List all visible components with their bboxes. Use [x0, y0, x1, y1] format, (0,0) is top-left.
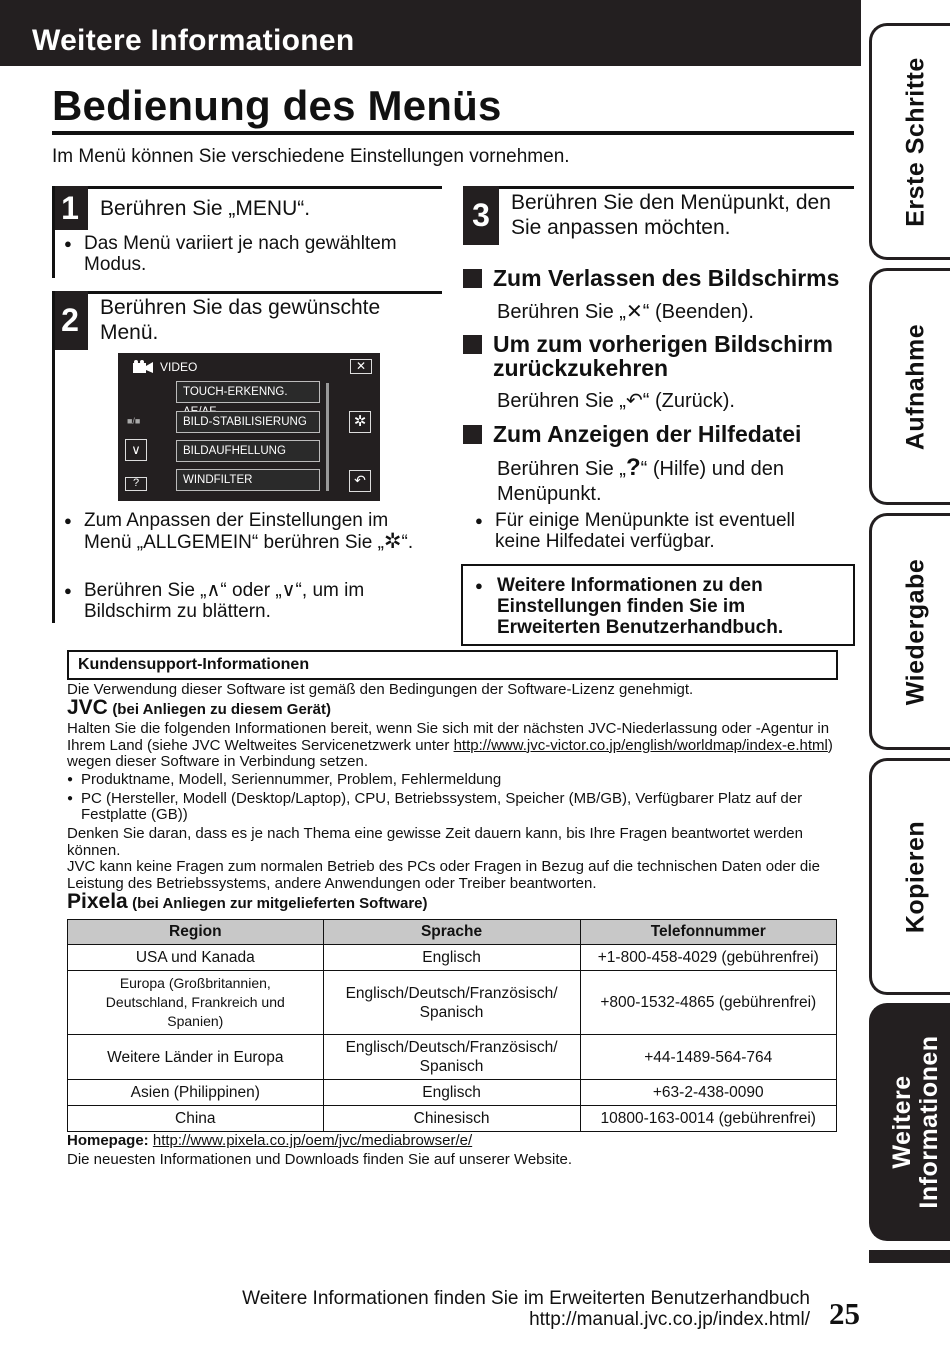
title-divider — [52, 131, 854, 135]
info-box-text: ● Weitere Informationen zu den Einstellungen finden Sie im Erweiterten Benutzerhandbuch. — [475, 575, 845, 638]
step-1-side-bar — [52, 186, 55, 278]
menu-scrollbar[interactable] — [326, 383, 329, 491]
jvc-contact-text: Halten Sie die folgenden Informationen bereit, wenn Sie sich mit der nächsten JVC-Niederlassung oder -Agentur in Ihrem Land (siehe JVC Weltweites Servicenetzwerk unter http://www.jvc-victor.co.jp/english/worldmap/index-e.html) wegen dieser Software in Verbindung setzen. — [67, 720, 833, 770]
menu-item-brightness[interactable]: BILDAUFHELLUNG — [176, 440, 320, 462]
help-icon: ? — [625, 454, 641, 481]
table-row — [68, 1080, 837, 1106]
menu-screenshot — [118, 353, 380, 501]
table-cell: USA und Kanada — [68, 945, 324, 971]
homepage-note: Die neuesten Informationen und Downloads finden Sie auf unserer Website. — [67, 1151, 573, 1168]
section-back-heading: Um zum vorherigen Bildschirm zurückzukehren — [463, 332, 833, 380]
tab-label: Wiedergabe — [901, 558, 929, 705]
section-exit-body: Berühren Sie „✕“ (Beenden). — [497, 301, 754, 323]
table-cell: Englisch — [323, 1080, 580, 1106]
table-cell: +63-2-438-0090 — [580, 1080, 837, 1106]
tab-weitere-informationen[interactable] — [869, 1003, 950, 1241]
homepage-line: Homepage: http://www.pixela.co.jp/oem/jvc/mediabrowser/e/ — [67, 1132, 473, 1149]
license-text: Die Verwendung dieser Software ist gemäß den Bedingungen der Software-Lizenz genehmigt. — [67, 681, 694, 698]
gear-icon[interactable]: ✲ — [349, 411, 371, 433]
footer-note: Weitere Informationen finden Sie im Erweiterten Benutzerhandbuch http://manual.jvc.co.jp/index.html/ — [242, 1288, 810, 1330]
back-icon[interactable]: ↶ — [349, 470, 371, 492]
section-help-note: ● Für einige Menüpunkte ist eventuell keine Hilfedatei verfügbar. — [475, 510, 845, 552]
tab-label: Aufnahme — [901, 323, 929, 450]
support-bullet-pc: ● PC (Hersteller, Modell (Desktop/Laptop), CPU, Betriebssystem, Speicher (MB/GB), Verfügbarer Platz auf der Festplatte (GB)) — [67, 791, 807, 823]
menu-item-touch[interactable]: TOUCH-ERKENNG. — [176, 381, 320, 403]
tab-label: Erste Schritte — [901, 56, 929, 227]
table-row — [68, 945, 837, 971]
support-bullet-product: ● Produktname, Modell, Seriennummer, Problem, Fehlermeldung — [67, 772, 837, 788]
table-cell: Asien (Philippinen) — [68, 1080, 324, 1106]
table-cell: Englisch — [323, 945, 580, 971]
pixela-note: (bei Anliegen zur mitgelieferten Software) — [132, 895, 428, 912]
support-title-box — [67, 650, 838, 680]
section-exit-heading: Zum Verlassen des Bildschirms — [463, 266, 839, 290]
step-2-rule — [52, 291, 442, 294]
jvc-brand-line — [67, 696, 331, 720]
table-row — [68, 971, 837, 1035]
section-title: Weitere Informationen — [32, 24, 355, 57]
support-title: Kundensupport-Informationen — [78, 656, 310, 673]
info-box — [461, 564, 855, 646]
tab-erste-schritte[interactable] — [869, 23, 950, 260]
step-2-side-bar — [52, 291, 55, 623]
table-cell: Englisch/Deutsch/Französisch/ Spanisch — [323, 1035, 580, 1080]
menu-item-stabilization[interactable]: BILD-STABILISIERUNG — [176, 411, 320, 433]
tab-indicator-bar — [869, 1250, 950, 1263]
section-help-heading: Zum Anzeigen der Hilfedatei — [463, 422, 801, 446]
menu-mode-label: VIDEO — [160, 360, 198, 374]
jvc-brand: JVC — [67, 696, 108, 719]
step-1-note: ● Das Menü variiert je nach gewähltem Modus. — [64, 233, 434, 275]
step-3-number: 3 — [463, 186, 499, 245]
tab-label: Kopieren — [901, 820, 929, 933]
step-3-text: Berühren Sie den Menüpunkt, den Sie anpassen möchten. — [511, 191, 831, 239]
step-1-text: Berühren Sie „MENU“. — [100, 197, 311, 220]
table-cell: China — [68, 1106, 324, 1132]
step-2-note-scroll: ● Berühren Sie „∧“ oder „∨“, um im Bildschirm zu blättern. — [64, 580, 434, 622]
column-header: Region — [68, 920, 324, 945]
contact-table — [67, 919, 837, 1132]
section-help-body: Berühren Sie „?“ (Hilfe) und den Menüpunkt. — [497, 454, 785, 505]
close-icon[interactable]: ✕ — [350, 359, 372, 374]
step-2-text: Berühren Sie das gewünschte Menü. — [100, 296, 381, 344]
table-row — [68, 1106, 837, 1132]
step-1-rule — [52, 186, 442, 189]
pixela-brand-line — [67, 890, 428, 914]
column-header: Telefonnummer — [580, 920, 837, 945]
jvc-note: (bei Anliegen zu diesem Gerät) — [112, 701, 331, 718]
back-icon: ↶ — [625, 390, 643, 412]
intro-text: Im Menü können Sie verschiedene Einstellungen vornehmen. — [52, 146, 570, 167]
support-disclaimer: JVC kann keine Fragen zum normalen Betrieb des PCs oder Fragen in Bezug auf die technischen Daten oder die Leistung des Betriebssystems, andere Anwendungen oder Treiber beantworten. — [67, 858, 820, 892]
table-cell: +800-1532-4865 (gebührenfrei) — [580, 971, 837, 1035]
pixela-homepage-link[interactable]: http://www.pixela.co.jp/oem/jvc/mediabrowser/e/ — [152, 1132, 473, 1149]
table-row — [68, 1035, 837, 1080]
table-cell: Europa (Großbritannien, Deutschland, Frankreich und Spanien) — [68, 971, 324, 1035]
column-header: Sprache — [323, 920, 580, 945]
help-icon[interactable]: ? — [125, 477, 147, 491]
table-cell: Weitere Länder in Europa — [68, 1035, 324, 1080]
step-2-number: 2 — [52, 291, 88, 350]
jvc-network-link[interactable]: http://www.jvc-victor.co.jp/english/worldmap/index-e.html — [453, 736, 828, 754]
pixela-brand: Pixela — [67, 890, 128, 913]
menu-item-windfilter[interactable]: WINDFILTER — [176, 469, 320, 491]
table-cell: 10800-163-0014 (gebührenfrei) — [580, 1106, 837, 1132]
tab-kopieren[interactable] — [869, 758, 950, 995]
table-cell: Chinesisch — [323, 1106, 580, 1132]
step-2-note-general: ● Zum Anpassen der Einstellungen im Menü „ALLGEMEIN“ berühren Sie „✲“. — [64, 510, 434, 553]
tab-aufnahme[interactable] — [869, 268, 950, 505]
support-reminder: Denken Sie daran, dass es je nach Thema eine gewisse Zeit dauern kann, bis Ihre Fragen beantwortet werden können. — [67, 825, 803, 859]
manual-link[interactable]: http://manual.jvc.co.jp/index.html/ — [529, 1309, 810, 1330]
tab-wiedergabe[interactable] — [869, 513, 950, 750]
gear-icon: ✲ — [383, 530, 402, 553]
table-cell: +1-800-458-4029 (gebührenfrei) — [580, 945, 837, 971]
page-title: Bedienung des Menüs — [52, 82, 502, 129]
table-cell: Englisch/Deutsch/Französisch/ Spanisch — [323, 971, 580, 1035]
table-cell: +44-1489-564-764 — [580, 1035, 837, 1080]
step-3-rule — [463, 186, 854, 189]
camcorder-icon — [133, 360, 153, 374]
table-header-row — [68, 920, 837, 945]
step-1-number: 1 — [52, 186, 88, 230]
section-back-body: Berühren Sie „↶“ (Zurück). — [497, 390, 735, 412]
page-number: 25 — [829, 1296, 860, 1331]
tab-label: Weitere Informationen — [887, 1035, 943, 1209]
menu-mode-indicator: ■/■ — [127, 416, 141, 426]
chevron-down-icon[interactable]: ∨ — [125, 439, 147, 461]
close-icon: ✕ — [625, 301, 643, 323]
